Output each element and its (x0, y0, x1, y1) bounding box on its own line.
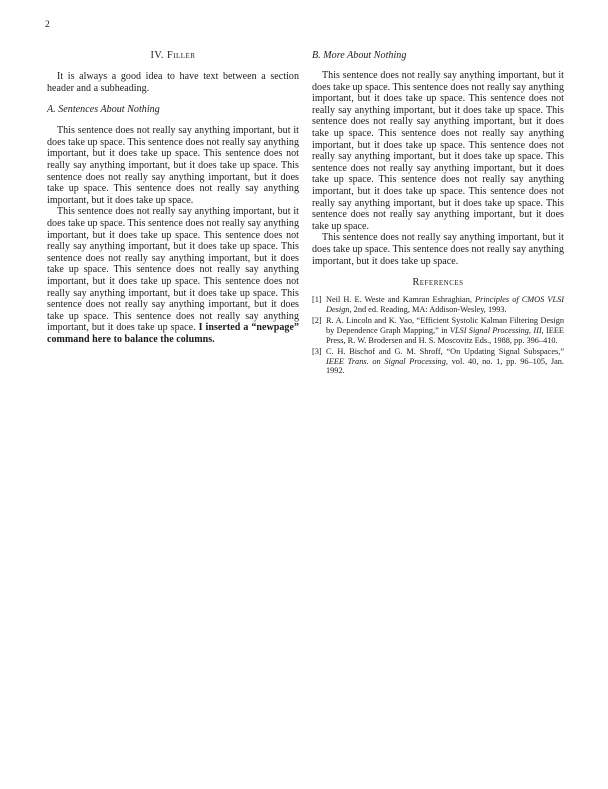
references-heading: References (412, 277, 464, 289)
reference-label: [2] (312, 315, 322, 325)
reference-text: Neil H. E. Weste and Kamran Eshraghian, Principles of CMOS VLSI Design, 2nd ed. Reading, MA: Addison-Wesley, 1993. (326, 295, 564, 314)
newpage-note: I inserted a “newpage” command here to balance the columns. (47, 322, 300, 345)
reference-item (312, 295, 564, 315)
reference-label: [3] (312, 346, 322, 356)
reference-text: C. H. Bischof and G. M. Shroff, “On Updating Signal Subspaces,” IEEE Trans. on Signal Processing, vol. 40, no. 1, pp. 96–105, Jan. 1992. (326, 346, 564, 376)
left-column (47, 50, 299, 377)
subsection-b-heading: B. More About Nothing (312, 50, 407, 61)
reference-text: R. A. Lincoln and K. Yao, “Efficient Systolic Kalman Filtering Design by Dependence Graph Mapping,” in VLSI Signal Processing, III, IEEE Press, R. W. Brodersen and H. S. Moscovitz Eds., 1988, pp. 396–410. (326, 315, 564, 345)
paragraph-a2 (47, 206, 299, 345)
reference-item (312, 347, 564, 377)
paragraph-a2-text: This sentence does not really say anything important, but it does take up space. This sentence does not really say anything important, but it does take up space. This sentence does not really say anything important, but it does take up space. This sentence does not really say anything important, but it does take up space. This sentence does not really say anything important, but it does take up space. This sentence does not really say anything important, but it does take up space. This sentence does not really say anything important, but it does take up space. This sentence does not really say anything important, but it does take up space. (47, 206, 300, 334)
reference-label: [1] (312, 295, 322, 305)
paragraph-a1: This sentence does not really say anything important, but it does take up space. This sentence does not really say anything important, but it does take up space. This sentence does not really say anything important, but it does take up space. This sentence does not really say anything important, but it does take up space. This sentence does not really say anything important, but it does take up space. (47, 125, 300, 206)
paragraph-b2: This sentence does not really say anything important, but it does take up space. This sentence does not really say anything important, but it does take up space. (312, 232, 565, 267)
subsection-a-heading: A. Sentences About Nothing (47, 104, 160, 116)
reference-list (312, 295, 564, 376)
two-column-layout (47, 50, 565, 377)
intro-paragraph: It is always a good idea to have text between a section header and a subheading. (47, 71, 299, 94)
section-heading-filler: IV. Filler (150, 50, 196, 61)
right-column (312, 50, 564, 377)
page-number: 2 (45, 20, 50, 30)
reference-item (312, 316, 564, 346)
paragraph-b1: This sentence does not really say anything important, but it does take up space. This sentence does not really say anything important, but it does take up space. This sentence does not really say anything important, but it does take up space. This sentence does not really say anything important, but it does take up space. This sentence does not really say anything important, but it does take up space. This sentence does not really say anything important, but it does take up space. This sentence does not really say anything important, but it does take up space. This sentence does not really say anything important, but it does take up space. This sentence does not really say anything important, but it does take up space. This sentence does not really say anything important, but it does take up space. (312, 70, 565, 232)
